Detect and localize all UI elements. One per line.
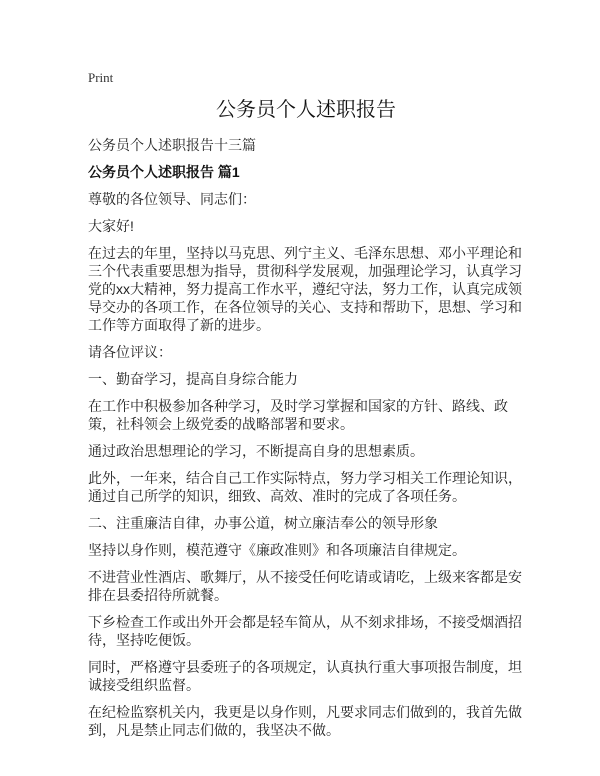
paragraph: 同时，严格遵守县委班子的各项规定，认真执行重大事项报告制度，坦诚接受组织监督。 — [88, 659, 522, 693]
document-page — [88, 70, 524, 748]
print-link[interactable]: Print — [88, 70, 114, 85]
paragraph: 在工作中积极参加各种学习，及时学习掌握和国家的方针、路线、政策，社科领会上级党委的战略部署和要求。 — [88, 398, 508, 432]
paragraph: 二、注重廉洁自律，办事公道，树立廉洁奉公的领导形象 — [88, 515, 438, 531]
paragraph: 不进营业性酒店、歌舞厅，从不接受任何吃请或请吃，上级来客都是安排在县委招待所就餐。 — [88, 569, 522, 603]
document-subtitle: 公务员个人述职报告十三篇 — [88, 137, 256, 153]
paragraph: 通过政治思想理论的学习，不断提高自身的思想素质。 — [88, 443, 424, 459]
paragraph: 坚持以身作则，模范遵守《廉政准则》和各项廉洁自律规定。 — [88, 542, 466, 558]
document-title: 公务员个人述职报告 — [216, 99, 396, 121]
paragraph: 下乡检查工作或出外开会都是轻车简从，从不刻求排场，不接受烟酒招待，坚持吃便饭。 — [88, 614, 522, 648]
paragraph: 尊敬的各位领导、同志们： — [88, 191, 256, 207]
paragraph: 请各位评议： — [88, 344, 172, 360]
paragraph: 在纪检监察机关内，我更是以身作则，凡要求同志们做到的，我首先做到，凡是禁止同志们做的，我坚决不做。 — [88, 704, 522, 738]
paragraph: 大家好! — [88, 218, 134, 234]
paragraph: 在过去的年里，坚持以马克思、列宁主义、毛泽东思想、邓小平理论和三个代表重要思想为指导，贯彻科学发展观，加强理论学习，认真学习党的xx大精神，努力提高工作水平，遵纪守法，努力工作，认真完成领导交办的各项工作，在各位领导的关心、支持和帮助下，思想、学习和工作等方面取得了新的进步。 — [88, 245, 522, 333]
section-heading: 公务员个人述职报告 篇1 — [88, 164, 240, 180]
paragraph: 一、勤奋学习，提高自身综合能力 — [88, 371, 298, 387]
paragraph: 此外，一年来，结合自己工作实际特点，努力学习相关工作理论知识，通过自己所学的知识，细致、高效、准时的完成了各项任务。 — [88, 470, 522, 504]
